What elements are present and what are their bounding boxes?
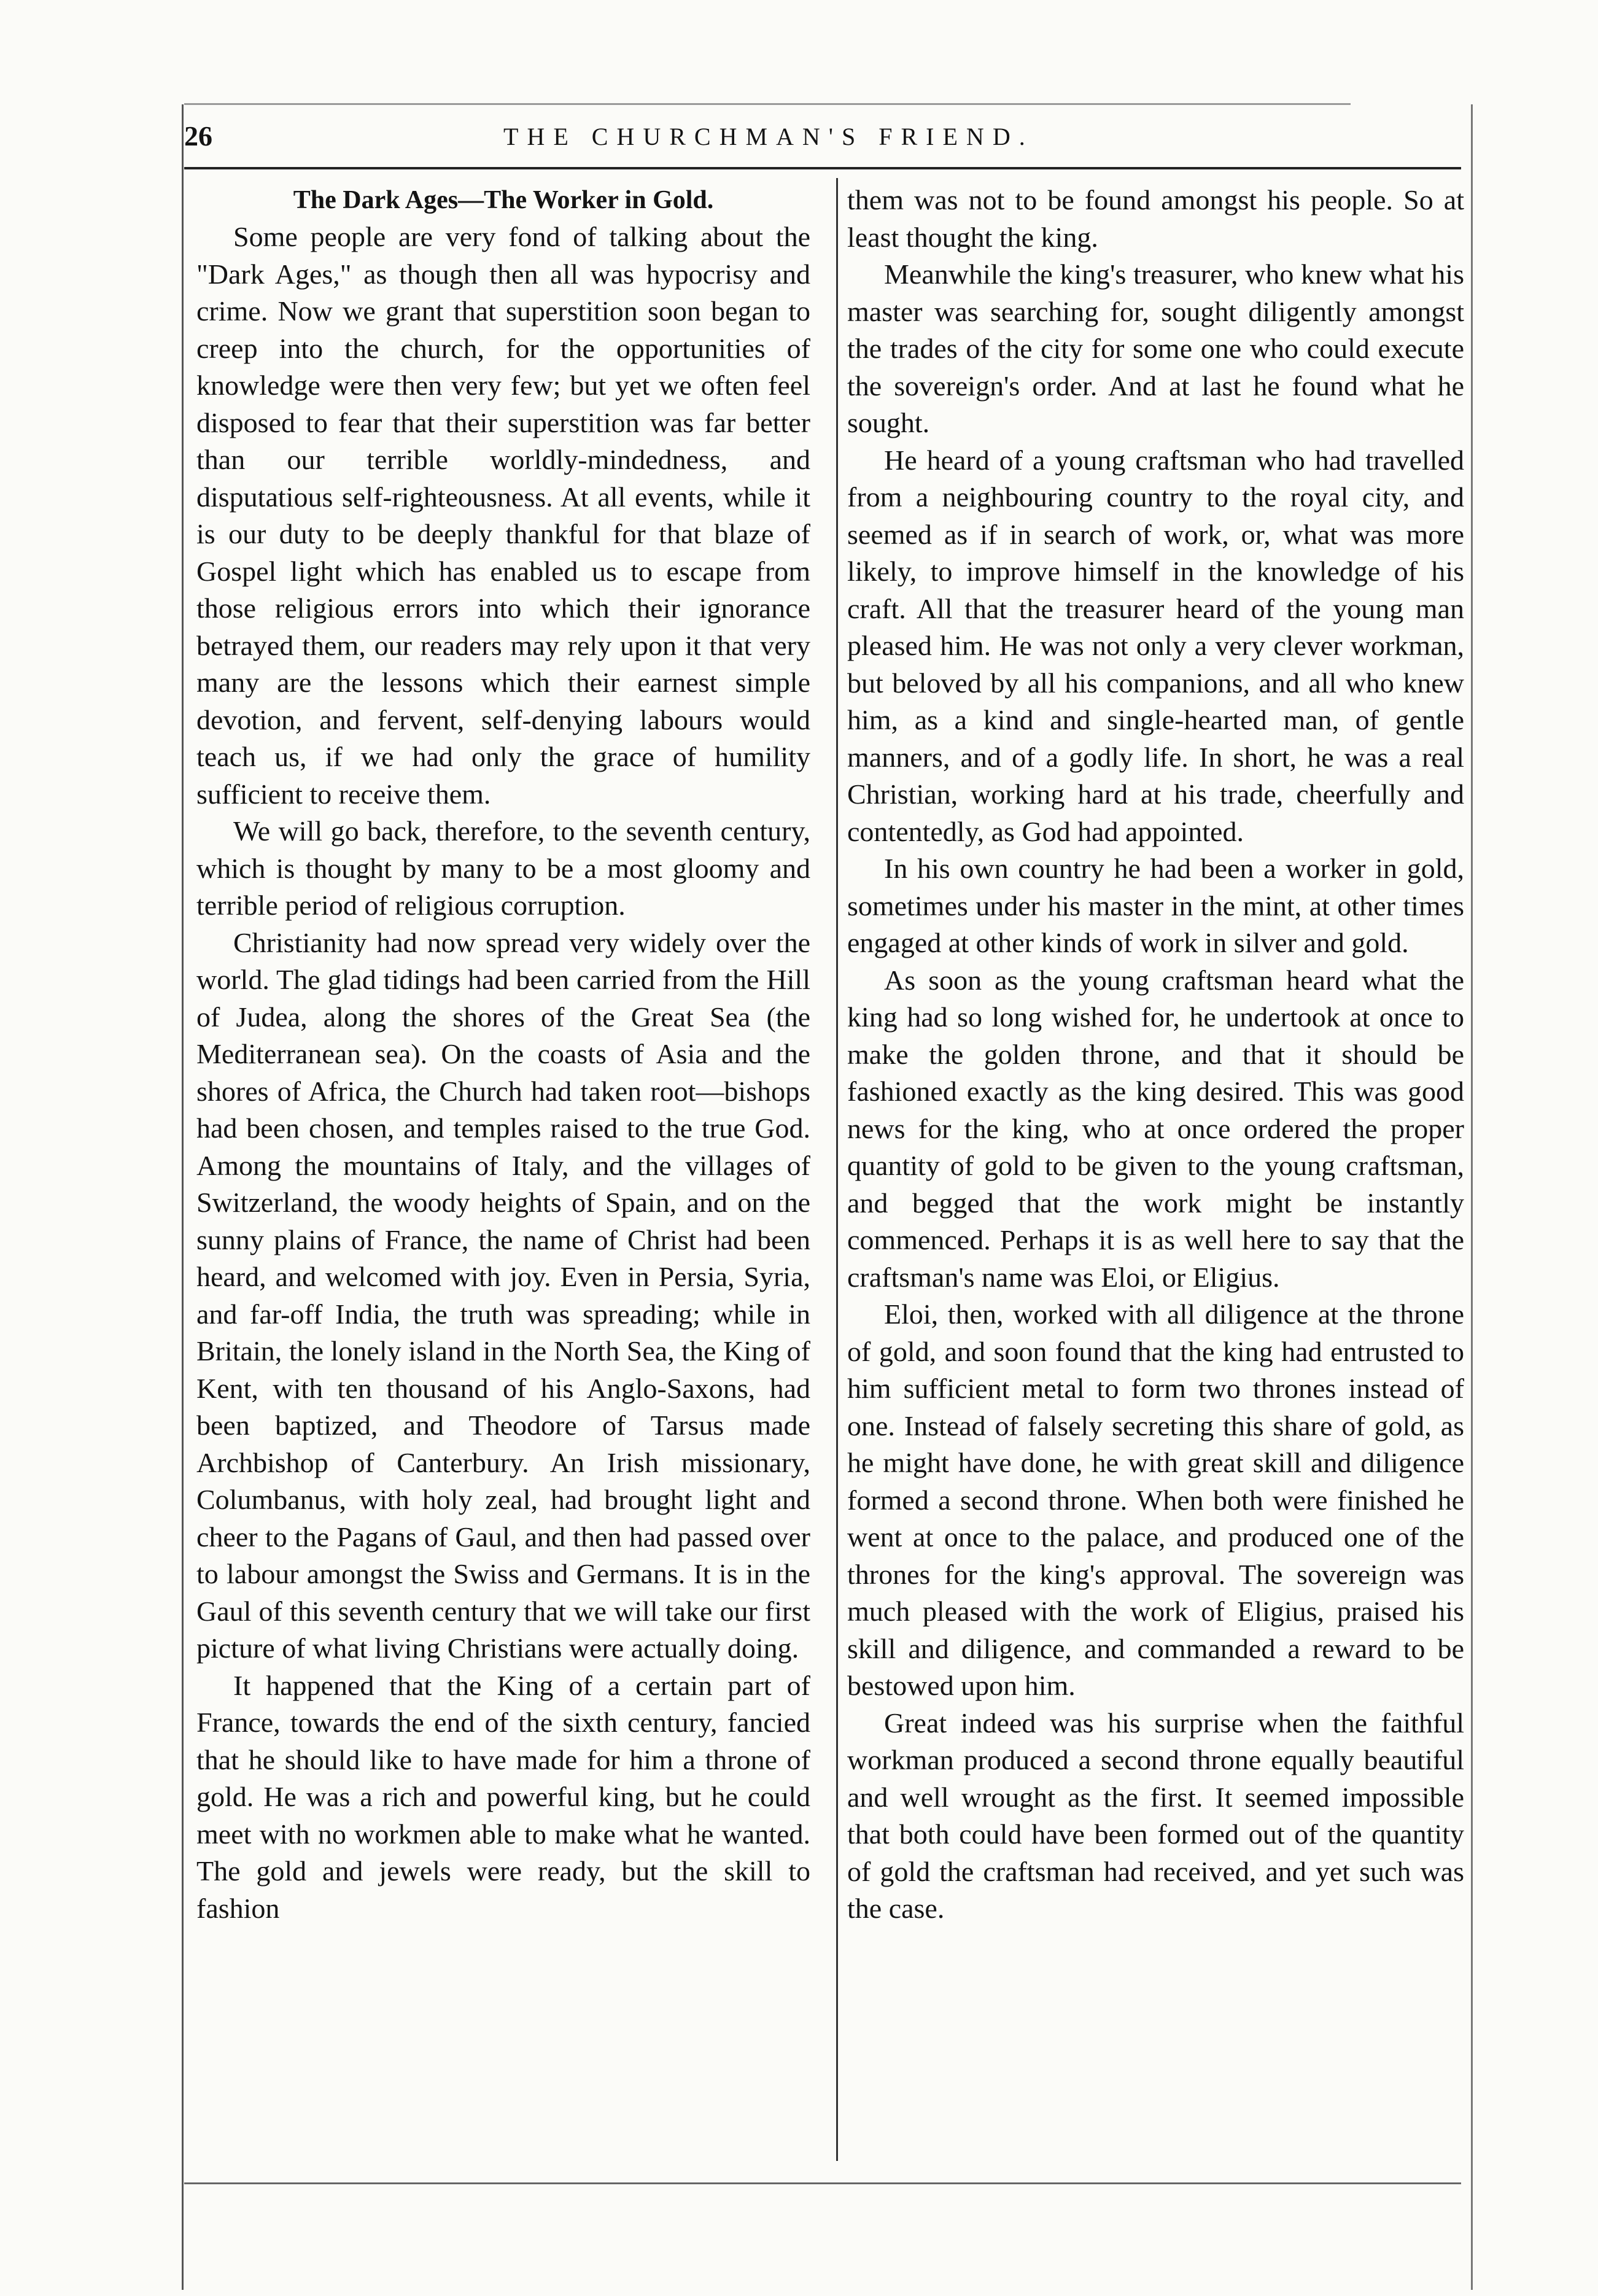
paragraph: We will go back, therefore, to the seventh century, which is thought by many to be a most gloomy and terrible period of religious corruption. [196,815,810,921]
header-rule [184,167,1461,169]
paragraph: It happened that the King of a certain part of France, towards the end of the sixth century, fancied that he should like to have made for him a throne of gold. He was a rich and powerful king, but he could meet with no workmen able to make what he wanted. The gold and jewels were ready, but the skill to fashion [196,1669,810,1924]
page-number: 26 [184,120,212,152]
paragraph: them was not to be found amongst his people. So at least thought the king. [847,184,1464,253]
left-column [196,182,810,1927]
paragraph: Christianity had now spread very widely over the world. The glad tidings had been carried from the Hill of Judea, along the shores of the Great Sea (the Mediterranean sea). On the coasts of Asia and the shores of Africa, the Church had taken root—bishops had been chosen, and temples raised to the true God. Among the mountains of Italy, and the villages of Switzerland, the woody heights of Spain, and on the sunny plains of France, the name of Christ had been heard, and welcomed with joy. Even in Persia, Syria, and far-off India, the truth was spreading; while in Britain, the lonely island in the North Sea, the King of Kent, with ten thousand of his Anglo-Saxons, had been baptized, and Theodore of Tarsus made Archbishop of Canterbury. An Irish missionary, Columbanus, with holy zeal, had brought light and cheer to the Pagans of Gaul, and then had passed over to labour amongst the Swiss and Germans. It is in the Gaul of this seventh century that we will take our first picture of what living Christians were actually doing. [196,926,810,1664]
page-header [184,120,1461,163]
left-margin-rule [182,104,184,2290]
article-title: The Dark Ages—The Worker in Gold. [293,186,714,214]
paragraph: He heard of a young craftsman who had travelled from a neighbouring country to the royal city, and seemed as if in search of work, or, what was more likely, to improve himself in the knowledge of his craft. All that the treasurer heard of the young man pleased him. He was not only a very clever workman, but beloved by all his companions, and all who knew him, as a kind and single-hearted man, of gentle manners, and of a godly life. In short, he was a real Christian, working hard at his trade, cheerfully and contentedly, as God had appointed. [847,444,1464,847]
bottom-rule [184,2182,1461,2184]
paragraph: Meanwhile the king's treasurer, who knew what his master was searching for, sought diligently amongst the trades of the city for some one who could execute the sovereign's order. And at last he found what he sought. [847,258,1464,438]
top-edge-rule [184,103,1351,105]
right-margin-rule [1471,104,1473,2290]
paragraph: Eloi, then, worked with all diligence at the throne of gold, and soon found that the king had entrusted to him sufficient metal to form two thrones instead of one. Instead of falsely secreting this share of gold, as he might have done, he with great skill and diligence formed a second throne. When both were finished he went at once to the palace, and produced one of the thrones for the king's approval. The sovereign was much pleased with the work of Eligius, praised his skill and diligence, and commanded a reward to be bestowed upon him. [847,1298,1464,1701]
paragraph: Some people are very fond of talking about the "Dark Ages," as though then all was hypocrisy and crime. Now we grant that superstition soon began to creep into the church, for the opportunities of knowledge were then very few; but yet we often feel disposed to fear that their superstition was far better than our terrible worldly-mindedness, and disputatious self-righteousness. At all events, while it is our duty to be deeply thankful for that blaze of Gospel light which has enabled us to escape from those religious errors into which their ignorance betrayed them, our readers may rely upon it that very many are the lessons which their earnest simple devotion, and fervent, self-denying labours would teach us, if we had only the grace of humility sufficient to receive them. [196,221,810,810]
column-divider [836,178,838,2161]
paragraph: As soon as the young craftsman heard what the king had so long wished for, he undertook at once to make the golden throne, and that it should be fashioned exactly as the king desired. This was good news for the king, who at once ordered the proper quantity of gold to be given to the young craftsman, and begged that the work might be instantly commenced. Perhaps it is as well here to say that the craftsman's name was Eloi, or Eligius. [847,964,1464,1293]
running-title: THE CHURCHMAN'S FRIEND. [503,123,1034,150]
right-column [847,182,1464,1928]
paragraph: Great indeed was his surprise when the faithful workman produced a second throne equally beautiful and well wrought as the first. It seemed impossible that both could have been formed out of the quantity of gold the craftsman had received, and yet such was the case. [847,1707,1464,1924]
paragraph: In his own country he had been a worker in gold, sometimes under his master in the mint, at other times engaged at other kinds of work in silver and gold. [847,853,1464,958]
